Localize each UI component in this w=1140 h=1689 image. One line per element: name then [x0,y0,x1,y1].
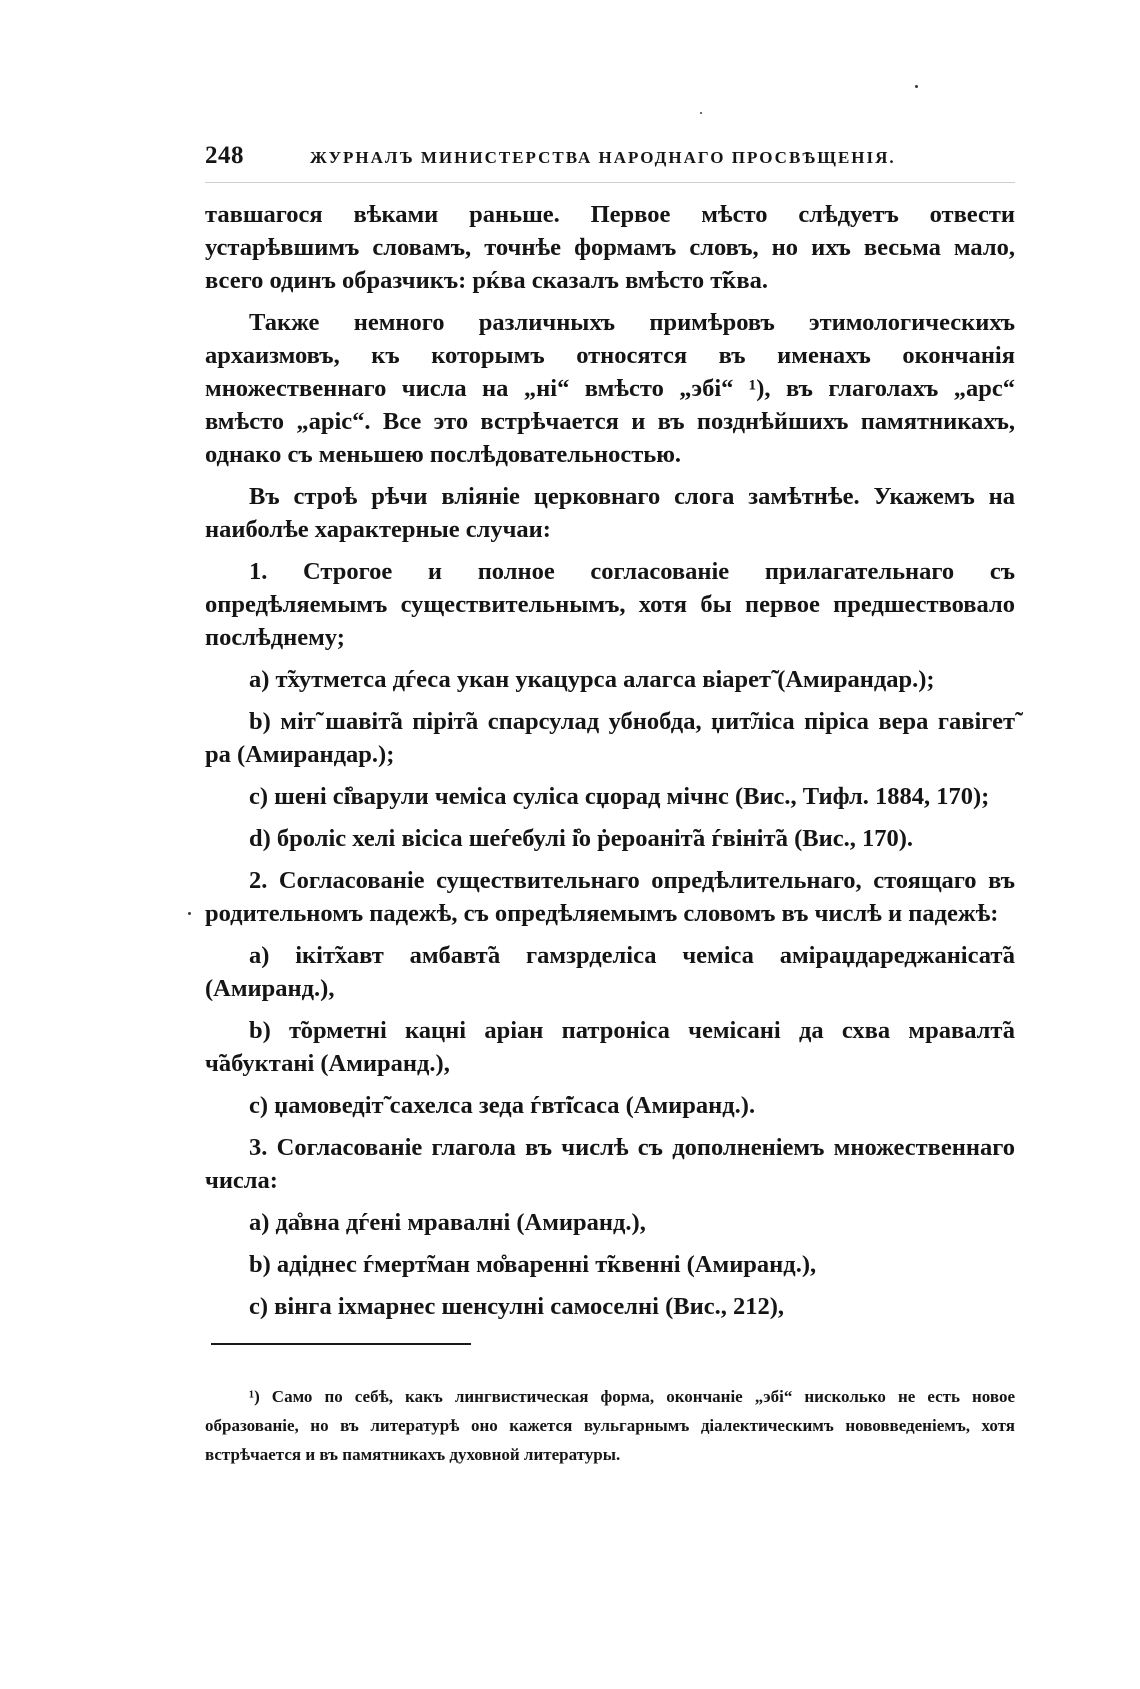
example-1a: a) т̃хутметса дѓеса укан укацурса алагса віарет̃ (Амирандар.); [249,666,935,693]
body-text [205,198,1015,1323]
example-3b: b) адіднес ѓмерт̃ман мо̊варенні т̃квенні (Амиранд.), [249,1251,817,1278]
scan-speck [188,912,191,915]
page-number: 248 [205,142,244,169]
example-2a: a) ікіт̃хавт амбавт̃а гамзрделіса чеміса аміраџдареджанісат̃а (Амиранд.), [205,942,1015,1002]
scan-speck [700,112,702,114]
footnote: ¹) Само по себѣ, какъ лингвистическая форма, окончаніе „эбі“ нисколько не есть новое образованіе, но въ литературѣ оно кажется вульгарнымъ діалектическимъ нововведеніемъ, хотя встрѣчается и въ памятникахъ духовной литературы. [205,1387,1015,1464]
example-3a: a) да̊вна дѓені мравалні (Амиранд.), [249,1209,646,1236]
example-1b: b) міт̃ шавіт̃а пірiт̃а спарсулад убнобда, џит̃ліса піріса вера гавігет̃ ра (Амирандар.); [205,708,1015,768]
scan-speck [915,85,918,88]
section-1-heading: 1. Строгое и полное согласованіе прилагательнаго съ опредѣляемымъ существительнымъ, хотя бы первое предшествовало послѣднему; [205,558,1015,651]
example-3c: c) вінга іхмарнес шенсулні самоселні (Вис., 212), [249,1293,784,1320]
running-title: ЖУРНАЛЪ МИНИСТЕРСТВА НАРОДНАГО ПРОСВѢЩЕНІЯ. [310,148,896,167]
paragraph-church-style: Въ строѣ рѣчи вліяніе церковнаго слога замѣтнѣе. Укажемъ на наиболѣе характерные случаи: [205,483,1015,543]
example-1d: d) броліс хелі вісіса шеѓебулі і̊о ṗероаніт̃а ѓвініт̃а (Вис., 170). [249,825,914,852]
page-header [205,142,1015,183]
footnote-rule [211,1343,471,1345]
paragraph-continuation: тавшагося вѣками раньше. Первое мѣсто слѣдуетъ отвести устарѣвшимъ словамъ, точнѣе формамъ словъ, но ихъ весьма мало, всего одинъ образчикъ: рќва сказалъ вмѣсто т̃ќва. [205,201,1015,294]
paragraph-archaisms: Также немного различныхъ примѣровъ этимологическихъ архаизмовъ, къ которымъ относятся въ именахъ окончанія множественнаго числа на „ні“ вмѣсто „эбі“ ¹), въ глаголахъ „арс“ вмѣсто „аріс“. Все это встрѣчается и въ позднѣйшихъ памятникахъ, однако съ меньшею послѣдовательностью. [205,309,1015,468]
example-2c: c) џамоведіт̃ сахелса зеда ѓвт̃ісаса (Амиранд.). [249,1092,756,1119]
book-page [205,0,1015,1689]
example-2b: b) т̃орметні кацні аріан патроніса чемісані да схва мравалт̃а ч̃абуктані (Амиранд.), [205,1017,1015,1077]
example-1c: c) шені сі̊варули чеміса суліса сџорад мічнс (Вис., Тифл. 1884, 170); [249,783,990,810]
section-2-heading: 2. Согласованіе существительнаго опредѣлительнаго, стоящаго въ родительномъ падежѣ, съ опредѣляемымъ словомъ въ числѣ и падежѣ: [205,867,1015,927]
section-3-heading: 3. Согласованіе глагола въ числѣ съ дополненіемъ множественнаго числа: [205,1134,1015,1194]
